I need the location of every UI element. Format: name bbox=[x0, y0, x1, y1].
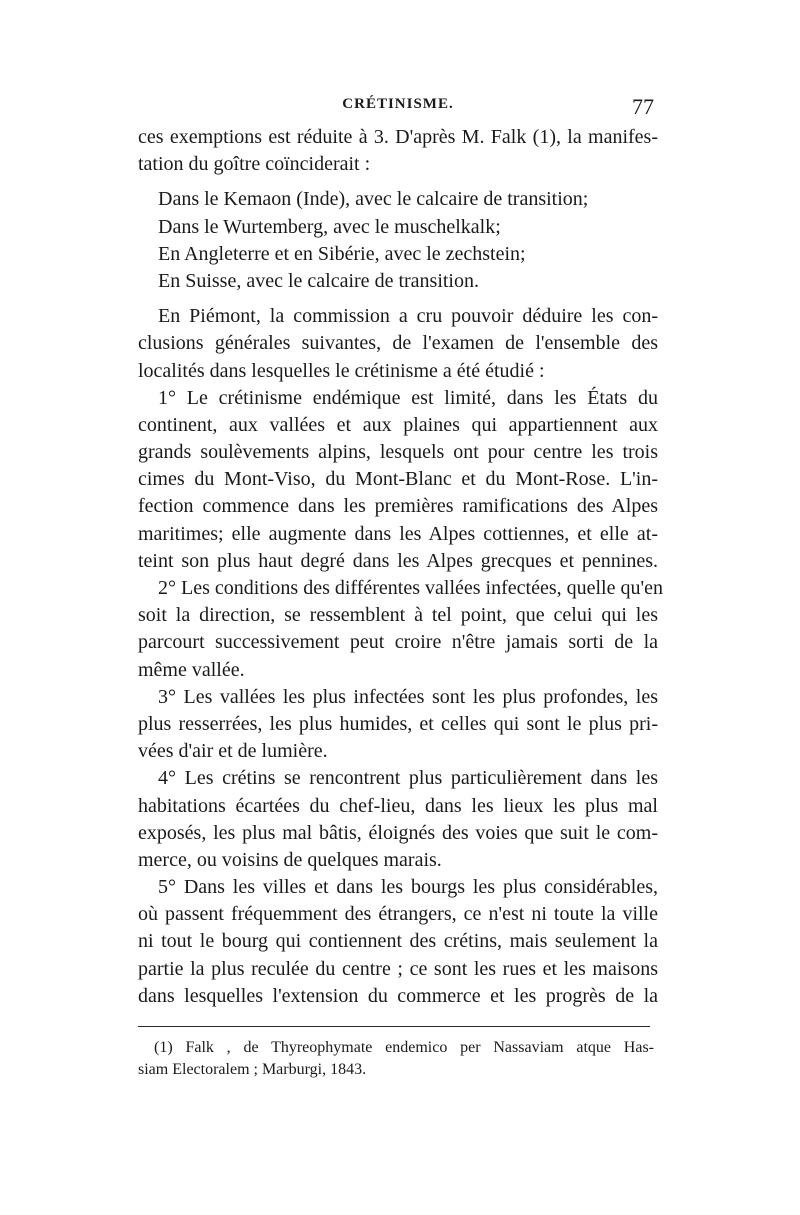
text-line: grands soulèvements alpins, lesquels ont pour centre les trois bbox=[138, 441, 658, 464]
text-line: parcourt successivement peut croire n'être jamais sorti de la bbox=[138, 631, 658, 654]
paragraph-conclusion-1 bbox=[138, 385, 658, 575]
text-line: 4° Les crétins se rencontrent plus particulièrement dans les bbox=[158, 767, 658, 790]
text-line: partie la plus reculée du centre ; ce sont les rues et les maisons bbox=[138, 957, 658, 980]
text-line: habitations écartées du chef-lieu, dans les lieux les plus mal bbox=[138, 794, 658, 817]
list-item: Dans le Wurtemberg, avec le muschelkalk; bbox=[158, 215, 501, 238]
text-line: 1° Le crétinisme endémique est limité, dans les États du bbox=[158, 386, 658, 409]
text-line: clusions générales suivantes, de l'examen de l'ensemble des bbox=[138, 332, 658, 355]
intro-paragraph bbox=[138, 124, 658, 178]
footnote bbox=[138, 1037, 658, 1081]
text-line: tation du goître coïnciderait : bbox=[138, 153, 371, 176]
page-number: 77 bbox=[632, 94, 654, 119]
text-line: soit la direction, se ressemblent à tel point, que celui qui les bbox=[138, 604, 658, 627]
paragraph-conclusion-4 bbox=[138, 765, 658, 874]
list-item: En Angleterre et en Sibérie, avec le zechstein; bbox=[158, 242, 526, 265]
text-line: localités dans lesquelles le crétinisme a été étudié : bbox=[138, 359, 545, 382]
paragraph-conclusion-2 bbox=[138, 575, 663, 684]
formation-list bbox=[138, 186, 658, 295]
paragraph-conclusion-3 bbox=[138, 684, 658, 766]
running-title: CRÉTINISME. bbox=[342, 96, 454, 112]
footnote-line: siam Electoralem ; Marburgi, 1843. bbox=[138, 1061, 367, 1078]
text-line: plus resserrées, les plus humides, et celles qui sont le plus pri- bbox=[138, 712, 658, 735]
text-line: même vallée. bbox=[138, 658, 245, 681]
text-line: cimes du Mont-Viso, du Mont-Blanc et du Mont-Rose. L'in- bbox=[138, 468, 658, 491]
text-line: teint son plus haut degré dans les Alpes grecques et pennines. bbox=[138, 549, 658, 572]
text-line: ces exemptions est réduite à 3. D'après M. Falk (1), la manifes- bbox=[138, 126, 658, 148]
book-page bbox=[138, 94, 663, 1081]
text-line: 5° Dans les villes et dans les bourgs les plus considérables, bbox=[158, 876, 658, 899]
footnote-divider bbox=[138, 1026, 650, 1027]
text-line: merce, ou voisins de quelques marais. bbox=[138, 848, 442, 871]
text-line: maritimes; elle augmente dans les Alpes cottiennes, et elle at- bbox=[138, 522, 658, 545]
paragraph-piemont bbox=[138, 303, 658, 385]
body-text bbox=[138, 124, 663, 1010]
text-line: où passent fréquemment des étrangers, ce n'est ni toute la ville bbox=[138, 903, 658, 926]
text-line: ni tout le bourg qui contiennent des crétins, mais seulement la bbox=[138, 930, 658, 953]
text-line: vées d'air et de lumière. bbox=[138, 740, 328, 763]
text-line: continent, aux vallées et aux plaines qui appartiennent aux bbox=[138, 413, 658, 436]
text-line: 3° Les vallées les plus infectées sont les plus profondes, les bbox=[158, 685, 658, 708]
text-line: dans lesquelles l'extension du commerce et les progrès de la bbox=[138, 984, 658, 1007]
running-head bbox=[138, 94, 658, 124]
footnote-line: (1) Falk , de Thyreophymate endemico per Nassaviam atque Has- bbox=[154, 1039, 654, 1056]
text-line: En Piémont, la commission a cru pouvoir déduire les con- bbox=[158, 305, 658, 328]
list-item: Dans le Kemaon (Inde), avec le calcaire de transition; bbox=[158, 188, 589, 211]
list-item: En Suisse, avec le calcaire de transition. bbox=[158, 269, 479, 292]
paragraph-conclusion-5 bbox=[138, 874, 658, 1010]
text-line: exposés, les plus mal bâtis, éloignés des voies que suit le com- bbox=[138, 821, 658, 844]
text-line: 2° Les conditions des différentes vallées infectées, quelle qu'en bbox=[158, 577, 663, 599]
text-line: fection commence dans les premières ramifications des Alpes bbox=[138, 495, 658, 518]
